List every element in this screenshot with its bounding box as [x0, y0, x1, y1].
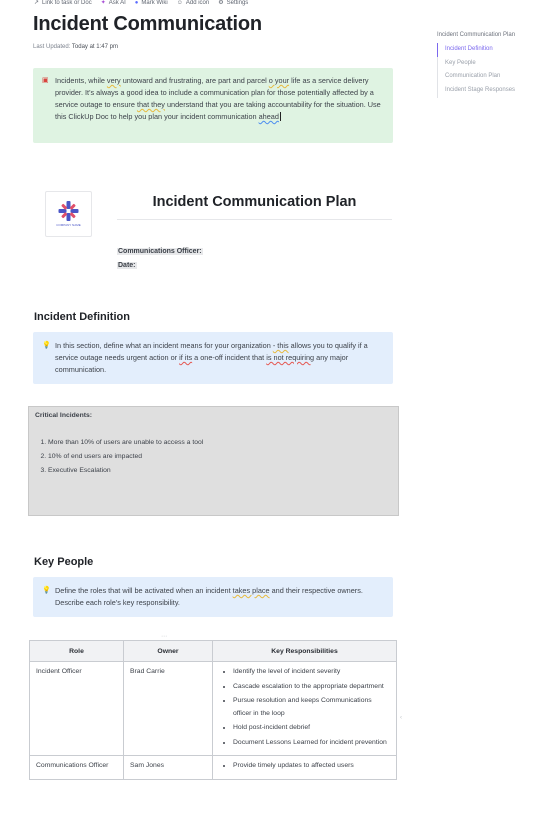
sparkle-icon: ✦: [100, 0, 106, 6]
key-people-callout[interactable]: [33, 577, 393, 617]
column-header-role[interactable]: Role: [30, 641, 124, 662]
settings-label: Settings: [226, 0, 249, 6]
def-text-5: a one-off incident that: [192, 353, 267, 362]
column-header-owner[interactable]: Owner: [124, 641, 213, 662]
plan-title[interactable]: Incident Communication Plan: [152, 194, 357, 210]
def-text-1: In this section, define what an incident means for your organization: [55, 341, 273, 350]
last-updated: [33, 44, 118, 50]
key-people-table: [29, 640, 397, 780]
lightbulb-icon: 💡: [42, 587, 51, 594]
updated-prefix: Last Updated:: [33, 44, 71, 50]
date-label[interactable]: Date:: [118, 262, 136, 269]
column-header-responsibilities[interactable]: Key Responsibilities: [213, 641, 397, 662]
intro-callout[interactable]: [33, 68, 393, 143]
list-item: • Cascade escalation to the appropriate department: [233, 681, 390, 694]
add-icon-button[interactable]: [177, 0, 210, 7]
responsibilities-list: [219, 760, 390, 773]
lightbulb-icon: 💡: [42, 342, 51, 349]
responsibilities-cell[interactable]: [213, 662, 397, 756]
key-people-text: [33, 577, 393, 609]
add-icon-label: Add icon: [185, 0, 210, 6]
logo-mark-icon: [46, 192, 91, 236]
critical-incidents-title: Critical Incidents:: [35, 412, 93, 419]
def-text-6: is not requiring: [266, 353, 315, 362]
role-cell[interactable]: Incident Officer: [30, 662, 124, 756]
table-header-row: [30, 641, 397, 662]
kp-text-1: Define the roles that will be activated when an incident: [55, 586, 233, 595]
doc-toolbar: [34, 0, 248, 7]
toc-item-incident-definition[interactable]: Incident Definition: [437, 43, 549, 57]
intro-text-4: o your: [268, 76, 290, 85]
gear-icon: ⚙: [218, 0, 224, 6]
table-drag-handle[interactable]: ⋯: [161, 634, 167, 640]
mark-wiki-label: Mark Wiki: [141, 0, 168, 6]
intro-text-7: understand that you are taking accountability for the situation. Use this ClickUp Doc to help you plan your incident communication: [55, 100, 381, 121]
intro-text-5: life as a service delivery provider. It's always a good idea to include a communication plan for those potentially affected by a service outage to ensure: [55, 76, 374, 109]
responsibilities-cell[interactable]: [213, 756, 397, 780]
intro-callout-text: [33, 68, 393, 123]
intro-text-3: untoward and frustrating, are part and parcel: [120, 76, 269, 85]
responsibilities-list: [219, 666, 390, 749]
list-item: • Provide timely updates to affected users: [233, 760, 390, 773]
toc-title[interactable]: Incident Communication Plan: [437, 32, 516, 38]
text-cursor: [280, 112, 281, 121]
toc-item-key-people[interactable]: Key People: [437, 57, 549, 71]
ask-ai-label: Ask AI: [108, 0, 126, 6]
officer-label[interactable]: Communications Officer:: [118, 248, 202, 255]
list-item: 3. Executive Escalation: [48, 464, 203, 478]
toc-item-incident-stage-responses[interactable]: Incident Stage Responses: [437, 84, 549, 98]
owner-cell[interactable]: Sam Jones: [124, 756, 213, 780]
settings-button[interactable]: [218, 0, 248, 7]
company-logo: [45, 191, 92, 237]
critical-incidents-block[interactable]: [28, 406, 399, 516]
table-row: [30, 756, 397, 780]
intro-text-8: ahead: [258, 112, 279, 121]
intro-text-2: very: [106, 76, 121, 85]
check-badge-icon: ●: [134, 0, 139, 6]
incident-definition-callout[interactable]: [33, 332, 393, 384]
link-label: Link to task or Doc: [42, 0, 92, 6]
toc-item-communication-plan[interactable]: Communication Plan: [437, 70, 549, 84]
kp-text-2: takes place: [232, 586, 270, 595]
def-text-3: allows you to qualify if a service outage needs urgent action or: [55, 341, 368, 362]
heading-key-people[interactable]: Key People: [34, 556, 94, 568]
list-item: • Pursue resolution and keeps Communications officer in the loop: [233, 695, 390, 720]
list-item: 1. More than 10% of users are unable to access a tool: [48, 436, 203, 450]
logo-text: COMPANY NAME: [56, 223, 81, 227]
role-cell[interactable]: Communications Officer: [30, 756, 124, 780]
mark-wiki-button[interactable]: [135, 0, 168, 7]
intro-text-6: that they: [136, 100, 165, 109]
link-icon: ↗: [34, 0, 40, 6]
updated-value: Today at 1:47 pm: [71, 44, 118, 50]
ask-ai-button[interactable]: [101, 0, 126, 7]
emoji-icon: ☺: [176, 0, 183, 6]
def-text-2: - this: [272, 341, 289, 350]
def-text-7: any major communication.: [55, 353, 349, 374]
list-item: • Identify the level of incident severity: [233, 666, 390, 679]
kp-text-3: and their respective owners. Describe each role's key responsibility.: [55, 586, 363, 607]
list-item: 2. 10% of end users are impacted: [48, 450, 203, 464]
owner-cell[interactable]: Brad Carrie: [124, 662, 213, 756]
incident-definition-text: [33, 332, 393, 376]
critical-incidents-list: [35, 436, 203, 478]
table-of-contents: [437, 29, 549, 98]
link-button[interactable]: [34, 0, 92, 7]
date-label-row: [117, 254, 137, 272]
heading-incident-definition[interactable]: Incident Definition: [34, 311, 130, 323]
list-item: • Hold post-incident debrief: [233, 722, 390, 735]
clipboard-icon: ▣: [42, 77, 49, 84]
intro-text-1: Incidents, while: [55, 76, 107, 85]
page-title[interactable]: Incident Communication: [33, 13, 262, 35]
list-item: • Document Lessons Learned for incident prevention: [233, 737, 390, 750]
table-resize-handle[interactable]: ‹: [400, 715, 402, 721]
plan-divider: [117, 219, 392, 220]
def-text-4: if its: [179, 353, 193, 362]
table-row: [30, 662, 397, 756]
